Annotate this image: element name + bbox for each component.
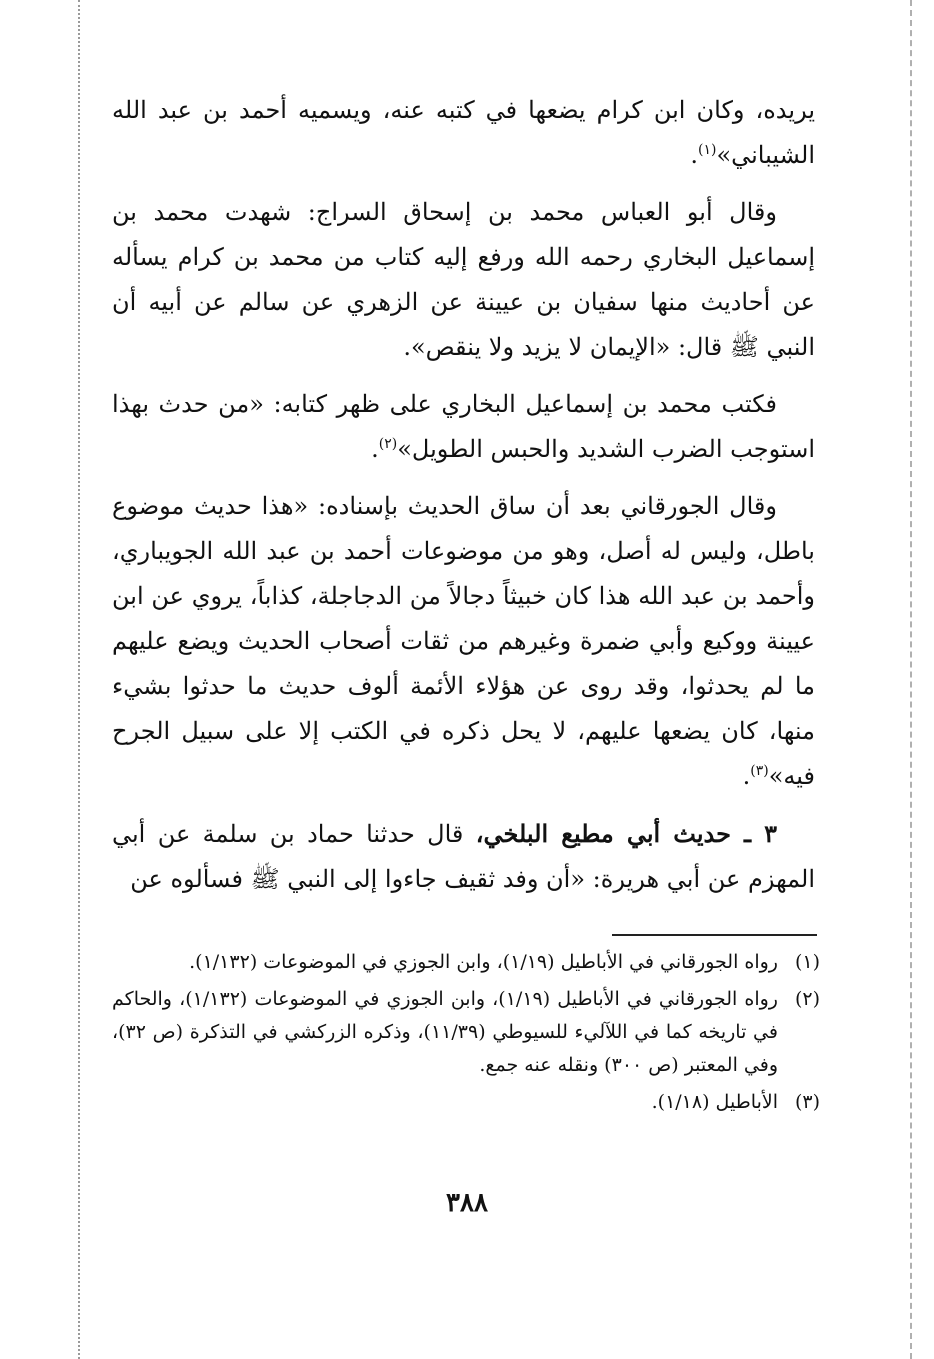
- paragraph-4-end: .: [742, 762, 751, 790]
- footnote-2-number: (٢): [794, 988, 820, 1010]
- paragraph-2: [112, 190, 815, 370]
- section-heading: ٣ ـ حديث أبي مطيع البلخي،: [475, 819, 777, 848]
- footnote-1-text: رواه الجورقاني في الأباطيل (١/١٩)، وابن الجوزي في الموضوعات (١/١٣٢).: [189, 951, 778, 973]
- footnote-separator: [612, 934, 817, 936]
- footnote-ref-2: (٢): [378, 436, 398, 452]
- main-text: [112, 88, 815, 914]
- paragraph-3-text: فكتب محمد بن إسماعيل البخاري على ظهر كتابه: «من حدث بهذا استوجب الضرب الشديد والحبس الطويل»: [112, 390, 815, 463]
- footnote-3: [112, 1086, 820, 1119]
- footnote-1: [112, 946, 820, 979]
- paragraph-5-text: قال حدثنا حماد بن سلمة عن أبي المهزم عن أبي هريرة: «أن وفد ثقيف جاءوا إلى النبي ﷺ فسألوه عن: [112, 820, 815, 893]
- footnote-2-text: رواه الجورقاني في الأباطيل (١/١٩)، وابن الجوزي في الموضوعات (١/١٣٢)، والحاكم في تاريخه كما في اللآليء للسيوطي (١١/٣٩)، وذكره الزركشي في التذكرة (ص ٣٢)، وفي المعتبر (ص ٣٠٠) ونقله عنه جمع.: [112, 988, 778, 1076]
- footnote-ref-3: (٣): [750, 763, 769, 779]
- paragraph-2-text: وقال أبو العباس محمد بن إسحاق السراج: شهدت محمد بن إسماعيل البخاري رحمه الله ورفع إليه كتاب من محمد بن كرام يسأله عن أحاديث منها سفيان بن عيينة عن الزهري عن سالم عن أبيه أن النبي ﷺ قال: «الإيمان لا يزيد ولا ينقص».: [112, 198, 815, 361]
- paragraph-3: [112, 382, 815, 472]
- scan-dotted-line-right: [910, 0, 912, 1359]
- footnote-3-text: الأباطيل (١/١٨).: [651, 1091, 778, 1113]
- paragraph-1-end: .: [690, 141, 698, 169]
- paragraph-5: [112, 811, 815, 902]
- paragraph-3-end: .: [371, 435, 379, 463]
- scan-dotted-line-left: [78, 0, 80, 1359]
- paragraph-1-text: يريده، وكان ابن كرام يضعها في كتبه عنه، ويسميه أحمد بن عبد الله الشيباني»: [112, 96, 815, 169]
- page-number: ٣٨٨: [446, 1188, 488, 1218]
- paragraph-4-text: وقال الجورقاني بعد أن ساق الحديث بإسناده: «هذا حديث موضوع باطل، وليس له أصل، وهو من موضوعات أحمد بن عبد الله الجويباري، وأحمد بن عبد الله هذا كان خبيثاً دجالاً من الدجاجلة، كذاباً، يروي عن ابن عيينة ووكيع وأبي ضمرة وغيرهم من ثقات أصحاب الحديث ويضع عليهم ما لم يحدثوا، وقد روى عن هؤلاء الأئمة ألوف حديث ما حدثوا بشيء منها، كان يضعها عليهم، لا يحل ذكره في الكتب إلا على سبيل الجرح فيه»: [112, 492, 815, 790]
- footnote-3-number: (٣): [794, 1091, 820, 1113]
- paragraph-4: [112, 484, 815, 799]
- footnote-2: [112, 983, 820, 1082]
- footnotes: [112, 946, 820, 1123]
- footnote-ref-1: (١): [697, 142, 717, 158]
- footnote-1-number: (١): [794, 951, 820, 973]
- paragraph-1: [112, 88, 815, 178]
